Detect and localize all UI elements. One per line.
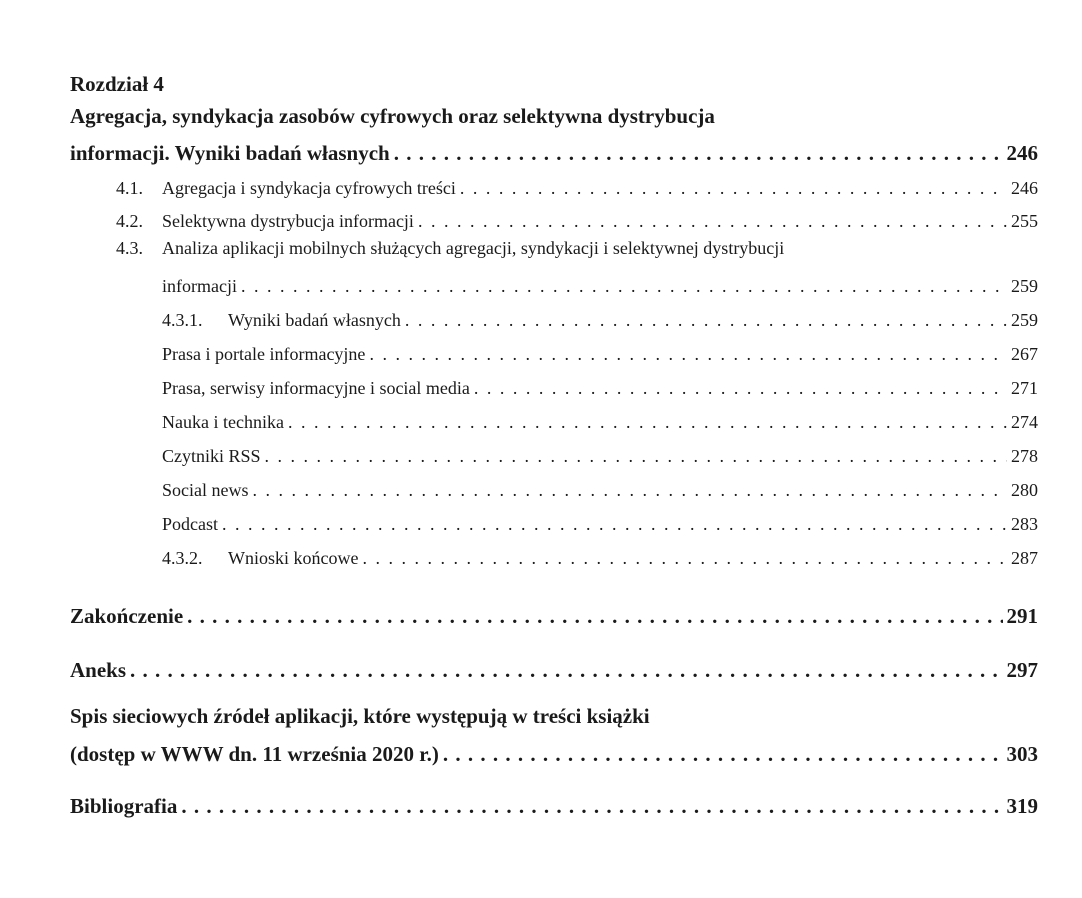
page-number: 283 — [1011, 514, 1038, 534]
toc-entry-subsection[interactable] — [162, 331, 1038, 365]
section-number: 4.3. — [116, 238, 143, 258]
page-number: 246 — [1011, 178, 1038, 198]
toc-entry-chapter[interactable] — [70, 132, 1038, 166]
toc-entry-conclusion[interactable] — [70, 595, 1038, 629]
dot-leader — [222, 514, 1007, 535]
toc-entry-annex[interactable] — [70, 649, 1038, 683]
page-number: 246 — [1006, 141, 1038, 165]
subsection-number: 4.3.2. — [162, 548, 203, 568]
entry-title-line2: (dostęp w WWW dn. 11 września 2020 r.) — [70, 742, 439, 766]
dot-leader — [130, 658, 1002, 683]
spacer — [70, 629, 1038, 649]
dot-leader — [369, 344, 1007, 365]
toc-entry-subsection[interactable] — [162, 535, 1038, 569]
toc-entry-sources-line1[interactable]: Spis sieciowych źródeł aplikacji, które występują w treści książki — [70, 704, 650, 728]
page-number: 267 — [1011, 344, 1038, 364]
toc-entry-section-title-line1[interactable] — [116, 232, 1038, 265]
page-number: 278 — [1011, 446, 1038, 466]
toc-entry-subsection[interactable] — [162, 433, 1038, 467]
page-number: 259 — [1011, 276, 1038, 296]
page-number: 271 — [1011, 378, 1038, 398]
section-title-line2: informacji — [162, 276, 237, 296]
entry-title: Zakończenie — [70, 604, 184, 628]
page-number: 274 — [1011, 412, 1038, 432]
dot-leader — [362, 548, 1007, 569]
toc-entry-bibliography[interactable] — [70, 785, 1038, 819]
page-number: 291 — [1006, 604, 1038, 628]
dot-leader — [443, 742, 1003, 767]
chapter-title-line2: informacji. Wyniki badań własnych — [70, 141, 390, 165]
chapter-label: Rozdział 4 — [70, 72, 164, 96]
entry-title: Bibliografia — [70, 794, 178, 818]
subsection-title: Nauka i technika — [162, 412, 284, 432]
toc-entry-section[interactable] — [116, 199, 1038, 232]
dot-leader — [288, 412, 1007, 433]
section-number: 4.1. — [116, 178, 143, 198]
dot-leader — [460, 178, 1007, 199]
entry-title: Aneks — [70, 658, 127, 682]
page-number: 297 — [1006, 658, 1038, 682]
dot-leader — [181, 794, 1002, 819]
subsection-title: Social news — [162, 480, 249, 500]
page-number: 303 — [1006, 742, 1038, 766]
page-number: 280 — [1011, 480, 1038, 500]
toc-entry-section[interactable] — [116, 166, 1038, 199]
subsection-title: Prasa i portale informacyjne — [162, 344, 366, 364]
page-number: 287 — [1011, 548, 1038, 568]
section-number: 4.2. — [116, 211, 143, 231]
toc-entry-sources[interactable] — [70, 733, 1038, 767]
toc-entry-section[interactable] — [162, 265, 1038, 297]
subsection-title: Wnioski końcowe — [228, 548, 359, 568]
dot-leader — [252, 480, 1007, 501]
dot-leader — [418, 211, 1007, 232]
dot-leader — [405, 310, 1007, 331]
dot-leader — [474, 378, 1007, 399]
spacer — [70, 767, 1038, 785]
subsection-title: Wyniki badań własnych — [228, 310, 401, 330]
chapter-title-line1: Agregacja, syndykacja zasobów cyfrowych oraz selektywna dystrybucja — [70, 104, 715, 128]
spacer — [70, 683, 1038, 699]
subsection-title: Podcast — [162, 514, 218, 534]
subsection-title: Czytniki RSS — [162, 446, 261, 466]
toc-entry-subsection[interactable] — [162, 501, 1038, 535]
section-title: Analiza aplikacji mobilnych służących agregacji, syndykacji i selektywnej dystrybucji — [162, 238, 785, 258]
toc-entry-subsection[interactable] — [162, 297, 1038, 331]
spacer — [70, 569, 1038, 595]
section-title: Agregacja i syndykacja cyfrowych treści — [162, 178, 456, 198]
section-title: Selektywna dystrybucja informacji — [162, 211, 414, 231]
page-number: 255 — [1011, 211, 1038, 231]
dot-leader — [265, 446, 1007, 467]
page-number: 319 — [1006, 794, 1038, 818]
dot-leader — [394, 141, 1003, 166]
toc-entry-subsection[interactable] — [162, 467, 1038, 501]
table-of-contents — [70, 68, 1038, 819]
subsection-number: 4.3.1. — [162, 310, 203, 330]
page-number: 259 — [1011, 310, 1038, 330]
dot-leader — [241, 276, 1007, 297]
toc-entry-subsection[interactable] — [162, 399, 1038, 433]
dot-leader — [187, 604, 1002, 629]
toc-entry-subsection[interactable] — [162, 365, 1038, 399]
subsection-title: Prasa, serwisy informacyjne i social media — [162, 378, 470, 398]
